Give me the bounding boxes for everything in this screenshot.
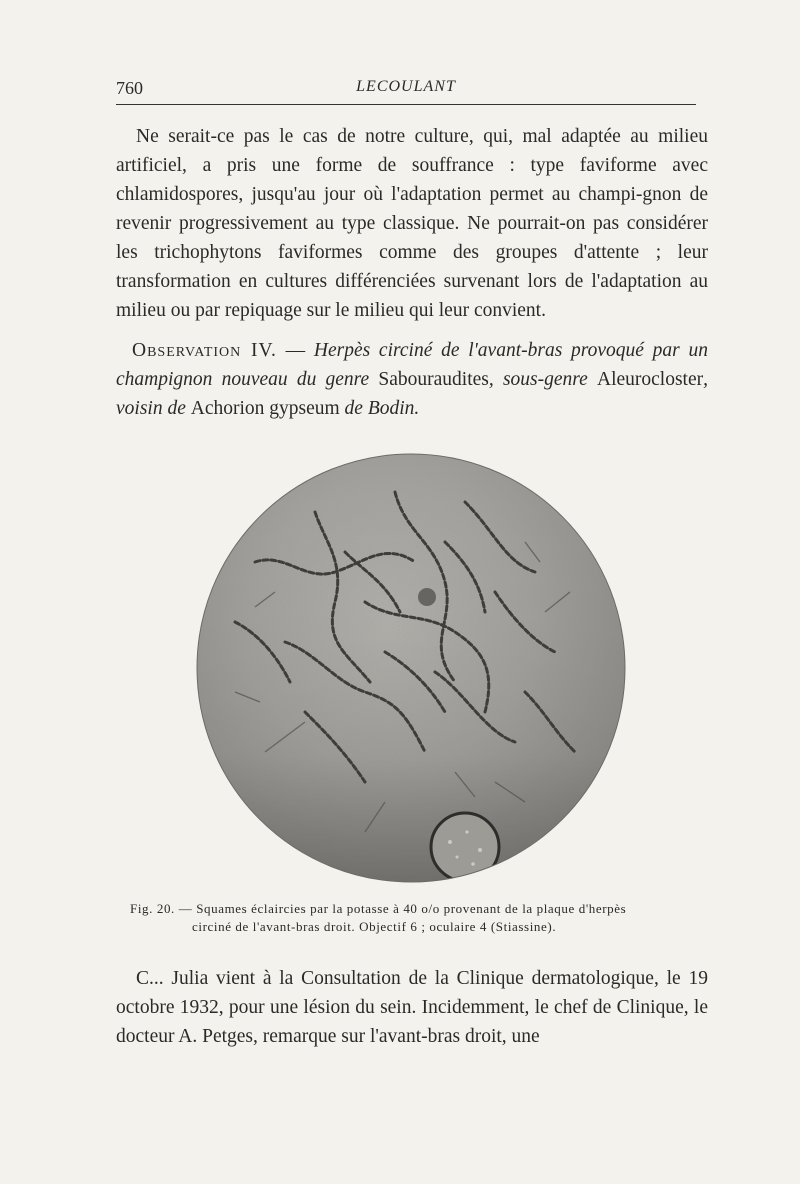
micrograph-figure (195, 452, 627, 884)
running-title: LECOULANT (356, 78, 456, 95)
observation-dash: — (276, 340, 314, 361)
genus-name: Sabouraudites (378, 369, 489, 390)
species-name: Achorion gypseum (190, 398, 340, 419)
subgenus-name: Aleurocloster (596, 369, 704, 390)
paragraph-case: C... Julia vient à la Consultation de la Clinique dermatologique, le 19 octobre 1932, pour une lésion du sein. Incidemment, le chef de Clinique, le docteur A. Petges, remarque sur l'avant-bras droit, une (116, 968, 708, 1047)
observation-title-4: de Bodin. (339, 398, 420, 419)
figure-caption (130, 900, 710, 936)
observation-label: Observation IV. (132, 340, 277, 361)
micrograph-image (195, 452, 627, 884)
caption-line-2: circiné de l'avant-bras droit. Objectif 6 ; oculaire 4 (Stiassine). (192, 919, 557, 934)
page-number: 760 (116, 78, 143, 98)
observation-title-3: , voisin de (116, 369, 708, 419)
observation-heading (116, 336, 708, 423)
observation-title-1: Herpès circiné de l'avant-bras provoqué par un champignon nouveau du genre (116, 340, 708, 390)
paragraph-culture: Ne serait-ce pas le cas de notre culture, qui, mal adaptée au milieu artificiel, a pris une forme de souffrance : type faviforme avec chlamidospores, jusqu'au jour où l'adaptation permet au champi-gnon de revenir progressivement au type classique. Ne pourrait-on pas considérer les trichophytons faviformes comme des groupes d'attente ; leur transformation en cultures différenciées survenant lors de l'adaptation au milieu ou par repiquage sur le milieu qui leur convient. (116, 126, 708, 321)
page-header (116, 76, 696, 105)
observation-title-2: , sous-genre (488, 369, 597, 390)
caption-line-1: Fig. 20. — Squames éclaircies par la potasse à 40 o/o provenant de la plaque d'herpès (130, 901, 627, 916)
